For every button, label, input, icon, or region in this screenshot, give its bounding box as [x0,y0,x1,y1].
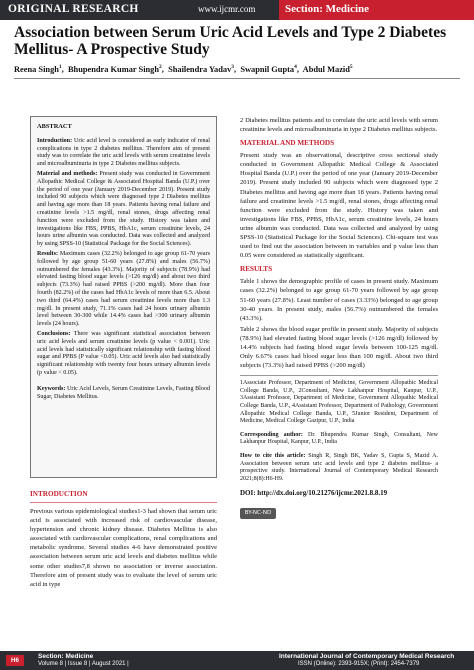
abstract-label: Introduction: [37,137,73,144]
author-affil-mark: 5 [349,64,353,70]
cc-license-icon[interactable]: BY-NC-ND [240,508,276,519]
abstract-label: Material and methods: [37,170,98,177]
abstract-text: Maximum cases (32.2%) belonged to age group 61-70 years followed by age group 51-60 years (27.8%) and males (56.7%) outnumbered the females (43.3%). Majority of subjects (78.9%) had elevated fasting blood sugar levels (>126 mg/dl) and about two third subjects (73.3%) had raised PPBS (>200 mg/dl). More than four fourth (82.2%) of the cases had HbA1c levels of more than 6.5. About two third (64.4%) cases had serum creatinine levels more than 1.3 mg/dl. In present study, 71.1% cases had 24 hours urinary albumin level between 30-300 while 14.4% cases had >300 urinary albumin levels (24 hours). [37,250,210,328]
cite-text: Singh R, Singh BK, Yadav S, Gupta S, Mazid A. Association between serum uric acid levels and type 2 diabetes mellitus- a prospective study. International Journal of Contemporary Medical Research 2021;8(8):H6-H9. [240,453,438,482]
results-heading: RESULTS [240,265,273,274]
abstract-text: Uric acid level is considered as early indicator of renal complications in type 2 diabetes mellitus. Therefore aim of present study was to correlate the uric acid levels with serum creatinine levels and microalbuminuria in type 2 Diabetes mellitus subjects. [37,137,210,168]
introduction-continued: 2 Diabetes mellitus patients and to correlate the uric acid levels with serum creatinine levels and microalbuminuria in type 2 Diabetes mellitus subjects. [240,117,438,134]
footer-issn: ISSN (Online): 2393-915X; (Print): 2454-7379 [298,661,420,667]
title-divider [14,78,460,79]
author-name: Abdul Mazid [302,64,350,74]
author-affil-mark: 2 [159,64,162,70]
abstract-results [37,251,210,329]
corr-text: Dr. Bhupendra Kumar Singh, Consultant, New Lakhanpur Hospital, Kanpur, U.P., India [240,431,438,446]
left-column [30,490,217,589]
introduction-heading: INTRODUCTION [30,490,88,498]
abstract-box [30,116,217,478]
introduction-text: Previous various epidemiological studies1-3 had shown that serum uric acid is associated with increased risk of cardiovascular disease, hypertension and chronic kidney disease. Diabetes Mellitus is also associated with cardiovascular complications, renal complications and metabolic syndrome. Several studies 4-6 have demonstrated positive association between serum uric acid levels and diabetes mellitus while some other studies7,8 shown no association or inverse association. Therefore aim of present study was to evaluate the level of serum uric acid in type [30,508,217,588]
abstract-conclusions [37,331,210,378]
methods-text: Present study was an observational, descriptive cross sectional study conducted in Government Allopathic Medical College & Associated Hospital Banda (U.P.) over the period of one year (January 2019-December 2019). Present study included 90 subjects which were diagnosed type 2 Diabetes mellitus and having age more than 18 years. Patients having renal failure and creatinine levels >1.5 mg/dl, renal stones, drugs affecting renal function were excluded from the study. History was taken and investigations like FBS, PPBS, HbA1c, serum creatinine levels, 24 hours urine albumin was conducted. Data was collected and analyzed by using SPSS-10 (Statistical Package for the Social Sciences). Chi-square test was used to find out the association between in variables and p value less than 0.05 were considered as statistically significant. [240,152,438,260]
article-title: Association between Serum Uric Acid Levels and Type 2 Diabetes Mellitus- A Prospective Study [14,24,447,58]
author-name: Bhupendra Kumar Singh [67,64,160,74]
cite-label: How to cite this article: [240,453,306,459]
abstract-keywords [37,386,210,402]
doi-link[interactable]: DOI: http://dx.doi.org/10.21276/ijcmr.2021.8.8.19 [240,489,388,498]
article-type-label: ORIGINAL RESEARCH [8,3,139,15]
heading-underline [30,502,217,503]
top-header-bar [0,0,474,20]
abstract-heading: ABSTRACT [37,123,72,130]
corr-label: Corresponding author: [240,431,303,438]
author-name: Swapnil Gupta [240,64,295,74]
journal-url[interactable]: www.ijcmr.com [198,4,256,14]
author-affil-mark: 1 [58,64,62,70]
affiliations: 1Associate Professor, Department of Medicine, Government Allopathic Medical College Banda, U.P., 2Consultant, New Lakhanpur Hospital, Kanpur, U.P., 3Assistant Professor, Department of Medicine, Government Allopathic Medical College Banda, U.P., 4Assistant Professor, Department of Pathology, Government Allopathic Medical College Banda, U.P., 5Junior Resident, Department of Medicine, Medical College Gazipur, U.P., India [240,380,438,425]
footer-section: Section: Medicine [38,653,94,660]
author-name: Reena Singh [14,64,59,74]
abstract-text: Present study was conducted in Government Allopathic Medical College & Associated Hospital Banda (U.P.) over the period of one year (January 2019-December 2019). Present study included 90 subjects which were diagnosed type 2 Diabetes mellitus and having age more than 18 years. Patients having renal failure and creatinine levels >1.5 mg/dl, renal stones, drugs affecting renal function were excluded from the study. History was taken and investigations like FBS, PPBS, HbA1c, serum creatinine levels, 24 hours urine albumin was conducted. Data was collected and analyzed by using SPSS-10 (Statistical Package for the Social Sciences). [37,170,210,248]
corresponding-author [240,432,438,447]
footer-volume: Volume 8 | Issue 8 | August 2021 | [38,661,129,667]
section-label: Section: Medicine [285,3,370,15]
abstract-introduction [37,138,210,169]
footer-journal: International Journal of Contemporary Medical Research [279,653,455,660]
abstract-text: There was significant statistical association between uric acid levels and serum creatinine levels (p value < 0.001). Uric acid levels had statistically significant relationship with fasting blood sugar and PPBS (P value <0.05). Uric acid levels also had statistically significant relationship with twenty four hours urinary albumin levels (p value < 0.05). [37,330,210,376]
results-paragraph: Table 1 shows the demographic profile of cases in present study. Maximum cases (32.2%) belonged to age group 61-70 years followed by age group 51-60 years (27.8%). Least number of cases (3.33%) belonged to age group 30-40 years. In present study, males (56.7%) outnumbered the females (43.3%). [240,278,438,322]
author-list: Reena Singh$^1$, Bhupendra Kumar Singh$^2$, Shailendra Yadav$^3$, Swapnil Gupta$^4$, Abdul Mazid$^5$ [14,64,353,74]
abstract-label: Results: [37,250,58,257]
footnote-divider [240,375,438,376]
right-column [240,116,438,519]
citation [240,453,438,483]
abstract-methods [37,171,210,249]
page-number: H6 [6,655,24,666]
abstract-label: Keywords: [37,385,66,392]
section-banner [279,0,474,20]
footer-bar [0,651,474,670]
abstract-label: Conclusions: [37,330,71,337]
author-affil-mark: 3 [231,64,235,70]
author-affil-mark: 4 [294,64,297,70]
abstract-text: Uric Acid Levels, Serum Creatinine Levels, Fasting Blood Sugar, Diabetes Mellitus. [37,385,210,400]
methods-heading: MATERIAL AND METHODS [240,139,335,148]
results-paragraph: Table 2 shows the blood sugar profile in present study. Majority of subjects (78.9%) had elevated fasting blood sugar levels (>126 mg/dl) followed by 14.4% subjects had fasting blood sugar levels between 100-125 mg/dl. Only 6.67% cases had blood sugar less than 100 mg/dl. About two third subjects (73.3%) had raised PPBS (>200 mg/dl) [240,325,438,370]
author-name: Shailendra Yadav [168,64,232,74]
